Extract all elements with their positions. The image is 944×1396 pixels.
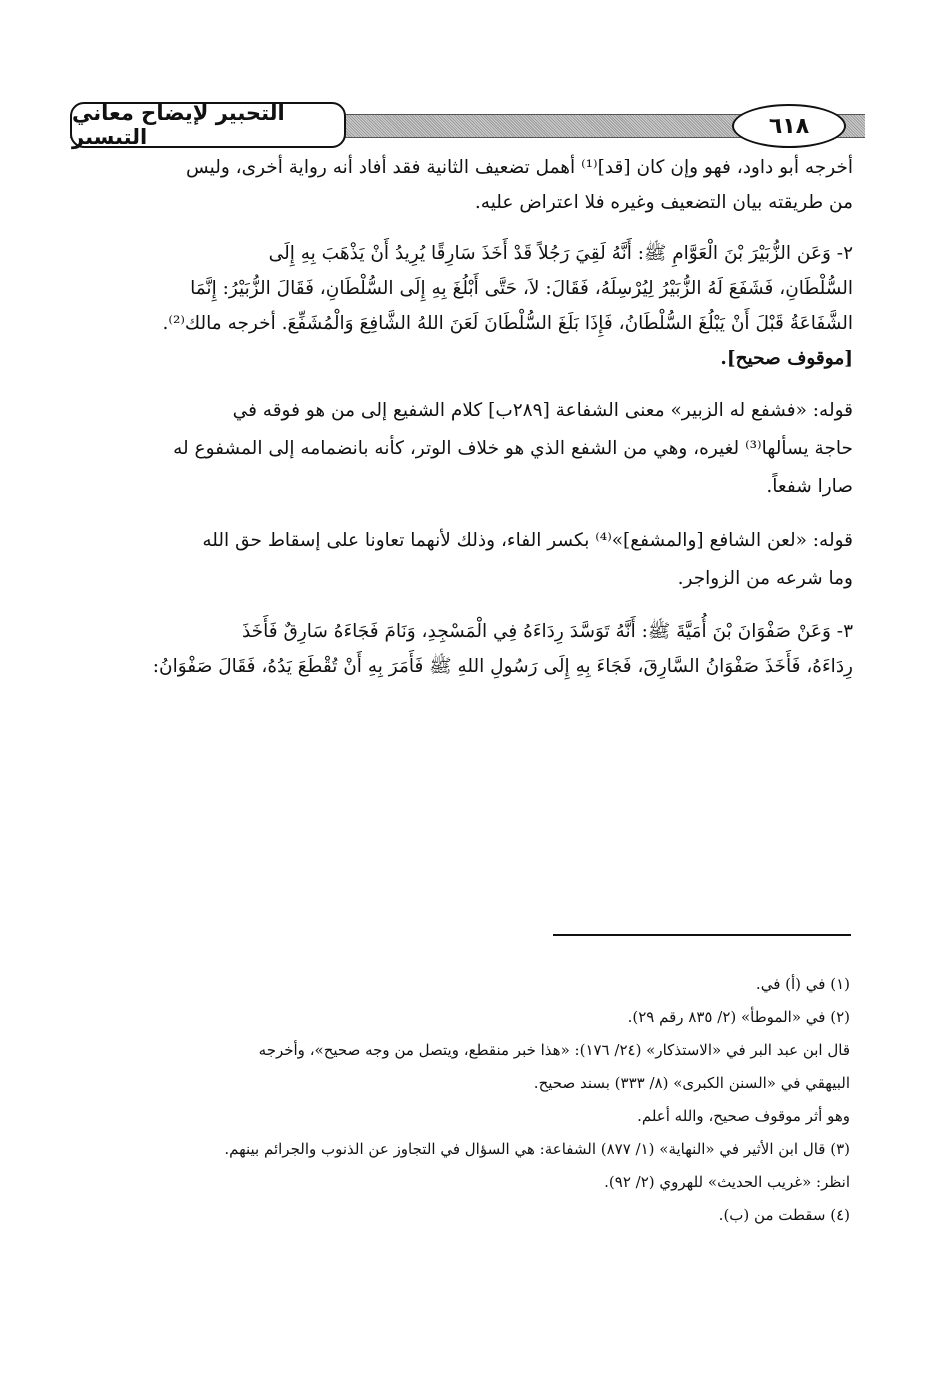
- comment-2-line: قوله: «لعن الشافع [والمشفع]»⁽⁴⁾ بكسر الفاء، وذلك لأنهما تعاونا على إسقاط حق الله: [202, 530, 853, 551]
- footnote-line: البيهقي في «السنن الكبرى» (٨/ ٣٣٣) بسند صحيح.: [533, 1074, 850, 1092]
- comment-1-line: قوله: «فشفع له الزبير» معنى الشفاعة [٢٨٩ب] كلام الشفيع إلى من هو فوقه في: [232, 400, 853, 421]
- page-number: ٦١٨: [732, 104, 846, 148]
- footnote-line: (٣) قال ابن الأثير في «النهاية» (١/ ٨٧٧) الشفاعة: هي السؤال في التجاوز عن الذنوب والجرائم بينهم.: [224, 1140, 850, 1158]
- hadith-2-line: الشَّفَاعَةُ قَبْلَ أَنْ يَبْلُغَ السُّلْطَانُ، فَإِذَا بَلَغَ السُّلْطَانَ لَعَنَ اللهُ الشَّافِعَ وَالْمُشَفِّعَ. أخرجه مالك⁽²⁾.: [162, 313, 853, 334]
- hadith-3-line: ٣- وَعَنْ صَفْوَانَ بْنَ أُمَيَّةَ ﷺ: أَنَّهُ تَوَسَّدَ رِدَاءَهُ فِي الْمَسْجِدِ، وَنَامَ فَجَاءَهُ سَارِقٌ فَأَخَذَ: [241, 621, 853, 642]
- intro-line: أخرجه أبو داود، فهو وإن كان [قد]⁽¹⁾ أهمل تضعيف الثانية فقد أفاد أنه رواية أخرى، وليس: [186, 157, 853, 178]
- comment-1-line: صارا شفعاً.: [766, 476, 853, 497]
- intro-line: من طريقته بيان التضعيف وغيره فلا اعتراض عليه.: [474, 192, 853, 213]
- hadith-2-line: السُّلْطَانِ، فَشَفَعَ لَهُ الزُّبَيْرُ لِيُرْسِلَهُ، فَقَالَ: لاَ، حَتَّى أَبْلُغَ بِهِ إِلَى السُّلْطَانِ، فَقَالَ الزُّبَيْرُ: إِنَّمَا: [190, 278, 853, 299]
- footnote-line: وهو أثر موقوف صحيح، والله أعلم.: [637, 1107, 850, 1125]
- comment-1-line: حاجة يسألها⁽³⁾ لغيره، وهي من الشفع الذي هو خلاف الوتر، كأنه بانضمامه إلى المشفوع له: [173, 438, 853, 459]
- book-title: التحبير لإيضاح معاني التيسير: [70, 102, 346, 148]
- footnote-separator: [553, 934, 851, 936]
- footnote-line: انظر: «غريب الحديث» للهروي (٢/ ٩٢).: [604, 1173, 850, 1191]
- hadith-3-line: رِدَاءَهُ، فَأَخَذَ صَفْوَانُ السَّارِقَ، فَجَاءَ بِهِ إِلَى رَسُولِ اللهِ ﷺ فَأَمَرَ بِهِ أَنْ تُقْطَعَ يَدُهُ، فَقَالَ صَفْوَانُ:: [152, 656, 853, 677]
- comment-2-line: وما شرعه من الزواجر.: [677, 568, 853, 589]
- footnote-line: (٢) في «الموطأ» (٢/ ٨٣٥ رقم ٢٩).: [627, 1008, 850, 1026]
- footnote-line: (١) في (أ) في.: [755, 975, 850, 993]
- main-text: [78, 150, 853, 684]
- footnote-line: (٤) سقطت من (ب).: [718, 1206, 850, 1224]
- footnote-line: قال ابن عبد البر في «الاستذكار» (٢٤/ ١٧٦): «هذا خبر منقطع، ويتصل من وجه صحيح»، وأخرجه: [258, 1041, 850, 1059]
- hadith-2-line: ٢- وَعَن الزُّبَيْرَ بْنَ الْعَوَّامِ ﷺ: أَنَّهُ لَقِيَ رَجُلاً قَدْ أَخَذَ سَارِقًا يُرِيدُ أَنْ يَذْهَبَ بِهِ إِلَى: [268, 243, 853, 264]
- ruling: [موقوف صحيح].: [720, 348, 853, 369]
- page-header: [70, 100, 865, 150]
- footnotes: [80, 968, 850, 1232]
